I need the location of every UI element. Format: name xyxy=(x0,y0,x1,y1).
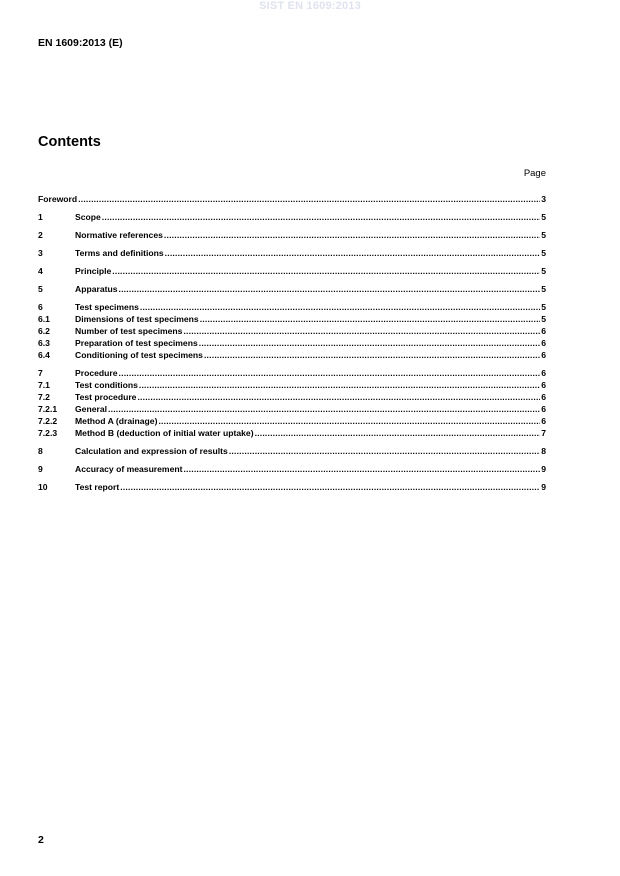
toc-entry-title: Test report xyxy=(75,482,120,492)
toc-entry-page: 5 xyxy=(541,248,546,258)
toc-entry[interactable] xyxy=(38,463,546,475)
toc-entry-page: 6 xyxy=(541,392,546,402)
toc-entry[interactable] xyxy=(38,283,546,295)
toc-entry-number: 10 xyxy=(38,482,48,492)
toc-entry-number: 7.2.3 xyxy=(38,428,58,438)
toc-entry-number: 6.1 xyxy=(38,314,50,324)
toc-entry-page: 5 xyxy=(541,302,546,312)
toc-entry-title: Apparatus xyxy=(75,284,118,294)
toc-entry[interactable] xyxy=(38,379,546,391)
toc-entry-number: 6.3 xyxy=(38,338,50,348)
toc-entry-title: Test procedure xyxy=(75,392,137,402)
contents-title: Contents xyxy=(38,134,101,150)
toc-entry-number: 7.2.1 xyxy=(38,404,58,414)
toc-entry-number: 7.2 xyxy=(38,392,50,402)
toc-entry-page: 6 xyxy=(541,368,546,378)
toc-entry-page: 6 xyxy=(541,404,546,414)
toc-entry[interactable] xyxy=(38,301,546,313)
toc-entry-page: 5 xyxy=(541,266,546,276)
watermark: SIST EN 1609:2013 xyxy=(259,0,361,12)
toc-entry-number: 7.2.2 xyxy=(38,416,58,426)
toc-entry-page: 3 xyxy=(541,194,546,204)
toc-entry[interactable] xyxy=(38,481,546,493)
toc-entry[interactable] xyxy=(38,415,546,427)
toc-entry-title: Dimensions of test specimens xyxy=(75,314,199,324)
document-id: EN 1609:2013 (E) xyxy=(38,37,123,49)
toc-entry-title: Procedure xyxy=(75,368,118,378)
toc-entry-title: Foreword xyxy=(38,194,78,204)
toc-entry[interactable] xyxy=(38,349,546,361)
toc-entry-page: 6 xyxy=(541,416,546,426)
toc-entry-number: 4 xyxy=(38,266,43,276)
toc-entry-title: Method B (deduction of initial water uptake) xyxy=(75,428,254,438)
toc-entry-number: 1 xyxy=(38,212,43,222)
toc-entry-title: Calculation and expression of results xyxy=(75,446,228,456)
toc-entry-title: Principle xyxy=(75,266,112,276)
toc-entry[interactable] xyxy=(38,229,546,241)
toc-entry[interactable] xyxy=(38,337,546,349)
toc-entry-title: Test conditions xyxy=(75,380,138,390)
toc-entry-title: General xyxy=(75,404,108,414)
toc-entry-page: 6 xyxy=(541,326,546,336)
page-column-label: Page xyxy=(523,168,546,179)
toc-entry-number: 6.4 xyxy=(38,350,50,360)
toc-entry[interactable] xyxy=(38,445,546,457)
toc-entry-number: 6 xyxy=(38,302,43,312)
toc-entry-number: 7 xyxy=(38,368,43,378)
toc-entry[interactable] xyxy=(38,391,546,403)
toc-entry-page: 5 xyxy=(541,212,546,222)
table-of-contents xyxy=(38,193,546,493)
toc-entry-page: 5 xyxy=(541,230,546,240)
toc-entry-title: Scope xyxy=(75,212,101,222)
toc-entry[interactable] xyxy=(38,265,546,277)
toc-entry-page: 5 xyxy=(541,284,546,294)
toc-entry-title: Conditioning of test specimens xyxy=(75,350,203,360)
toc-entry-page: 6 xyxy=(541,338,546,348)
toc-entry[interactable] xyxy=(38,313,546,325)
toc-entry-foreword[interactable] xyxy=(38,193,546,205)
toc-entry-number: 9 xyxy=(38,464,43,474)
toc-entry-number: 8 xyxy=(38,446,43,456)
toc-entry-page: 9 xyxy=(541,464,546,474)
toc-entry-title: Normative references xyxy=(75,230,163,240)
toc-entry-number: 3 xyxy=(38,248,43,258)
toc-entry-title: Preparation of test specimens xyxy=(75,338,198,348)
toc-entry-page: 9 xyxy=(541,482,546,492)
toc-entry-number: 6.2 xyxy=(38,326,50,336)
toc-entry-page: 6 xyxy=(541,350,546,360)
toc-entry-title: Accuracy of measurement xyxy=(75,464,183,474)
toc-entry[interactable] xyxy=(38,403,546,415)
toc-entry[interactable] xyxy=(38,325,546,337)
toc-entry[interactable] xyxy=(38,427,546,439)
toc-entry[interactable] xyxy=(38,367,546,379)
toc-entry-page: 6 xyxy=(541,380,546,390)
toc-entry-title: Test specimens xyxy=(75,302,139,312)
toc-entry[interactable] xyxy=(38,211,546,223)
toc-entry-title: Number of test specimens xyxy=(75,326,183,336)
toc-entry[interactable] xyxy=(38,247,546,259)
toc-entry-number: 7.1 xyxy=(38,380,50,390)
toc-entry-page: 7 xyxy=(541,428,546,438)
toc-entry-page: 8 xyxy=(541,446,546,456)
toc-entry-title: Method A (drainage) xyxy=(75,416,158,426)
toc-entry-number: 2 xyxy=(38,230,43,240)
toc-entry-title: Terms and definitions xyxy=(75,248,164,258)
toc-entry-page: 5 xyxy=(541,314,546,324)
toc-entry-number: 5 xyxy=(38,284,43,294)
page-number: 2 xyxy=(38,834,44,846)
